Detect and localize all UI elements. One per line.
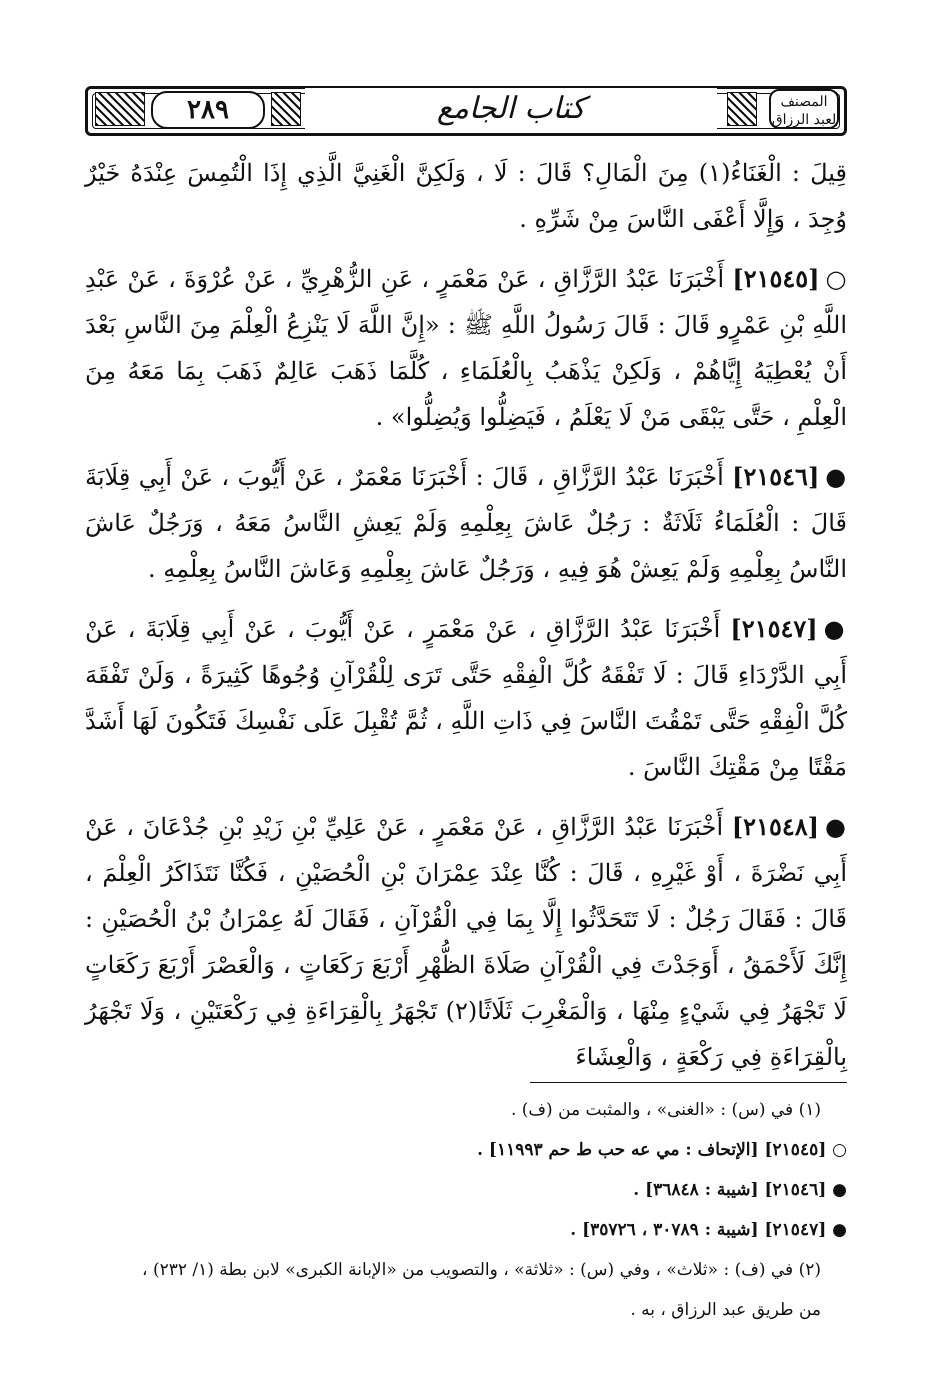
- hadith-marker: ●: [823, 614, 847, 643]
- page-number: ٢٨٩: [151, 91, 265, 129]
- paragraph-continuation: قِيلَ : الْغَنَاءُ(١) مِنَ الْمَالِ؟ قَالَ : لَا ، وَلَكِنَّ الْغَنِيَّ الَّذِي إِذَا الْتُمِسَ عِنْدَهُ خَيْرٌ وُجِدَ ، وَإِلَّا أَعْفَى النَّاسَ مِنْ شَرِّهِ .: [85, 159, 847, 233]
- hadith-number: [٢١٥٤٧]: [730, 614, 818, 643]
- footnote-21545: ○ [٢١٥٤٥] [الإتحاف : مي عه حب ط حم ١١٩٩٣] .: [477, 1140, 847, 1160]
- ornament-right-inner: [727, 92, 757, 126]
- footnote-separator: [530, 1082, 847, 1083]
- hadith-number: [٢١٥٤٨]: [731, 812, 819, 841]
- hadith-21548: [85, 804, 847, 1080]
- footnote-21547: ● [٢١٥٤٧] [شيبة : ٣٠٧٨٩ ، ٣٥٧٢٦] .: [570, 1220, 847, 1240]
- hadith-marker: ●: [825, 462, 847, 491]
- ornament-left: [95, 92, 145, 126]
- ornament-left-inner: [271, 92, 301, 126]
- main-text: [85, 150, 847, 1094]
- footnote-2-continued: من طريق عبد الرزاق ، به .: [630, 1300, 821, 1320]
- hadith-text: أَخْبَرَنَا عَبْدُ الرَّزَّاقِ ، عَنْ مَعْمَرٍ ، عَنْ عَلِيِّ بْنِ زَيْدِ بْنِ جُدْعَانَ ، عَنْ أَبِي نَضْرَةَ ، أَوْ غَيْرِهِ ، قَالَ : كُنَّا عِنْدَ عِمْرَانَ بْنِ الْحُصَيْنِ ، فَكُنَّا نَتَذَاكَرُ الْعِلْمَ ، قَالَ : فَقَالَ رَجُلٌ : لَا تَتَحَدَّثُوا إِلَّا بِمَا فِي الْقُرْآنِ ، فَقَالَ لَهُ عِمْرَانُ بْنُ الْحُصَيْنِ : إِنَّكَ لَأَحْمَقُ ، أَوَجَدْتَ فِي الْقُرْآنِ صَلَاةَ الظُّهْرِ أَرْبَعَ رَكَعَاتٍ ، وَالْعَصْرَ أَرْبَعَ رَكَعَاتٍ لَا تَجْهَرُ فِي شَيْءٍ مِنْهَا ، وَالْمَغْرِبَ ثَلَاثًا(٢) تَجْهَرُ بِالْقِرَاءَةِ فِي رَكْعَتَيْنِ ، وَلَا تَجْهَرُ بِالْقِرَاءَةِ فِي رَكْعَةٍ ، وَالْعِشَاءَ: [85, 813, 848, 1071]
- footnote-21546: ● [٢١٥٤٦] [شيبة : ٣٦٨٤٨] .: [633, 1180, 847, 1200]
- hadith-text: أَخْبَرَنَا عَبْدُ الرَّزَّاقِ ، عَنْ مَعْمَرٍ ، عَنِ الزُّهْرِيِّ ، عَنْ عُرْوَةَ ، عَنْ عَبْدِ اللَّهِ بْنِ عَمْرٍو قَالَ : قَالَ رَسُولُ اللَّهِ ﷺ : «إِنَّ اللَّهَ لَا يَنْزِعُ الْعِلْمَ مِنَ النَّاسِ بَعْدَ أَنْ يُعْطِيَهُ إِيَّاهُمْ ، وَلَكِنْ يَذْهَبُ بِالْعُلَمَاءِ ، كُلَّمَا ذَهَبَ عَالِمٌ ذَهَبَ بِمَا مَعَهُ مِنَ الْعِلْمِ ، حَتَّى يَبْقَى مَنْ لَا يَعْلَمُ ، فَيَضِلُّوا وَيُضِلُّوا» .: [85, 265, 848, 431]
- hadith-text: أَخْبَرَنَا عَبْدُ الرَّزَّاقِ ، عَنْ مَعْمَرٍ ، عَنْ أَيُّوبَ ، عَنْ أَبِي قِلَابَةَ ، عَنْ أَبِي الدَّرْدَاءِ قَالَ : لَا تَفْقَهُ كُلَّ الْفِقْهِ حَتَّى تَرَى لِلْقُرْآنِ وُجُوهًا كَثِيرَةً ، وَلَنْ تَفْقَهَ كُلَّ الْفِقْهِ حَتَّى تَمْقُتَ النَّاسَ فِي ذَاتِ اللَّهِ ، ثُمَّ تُقْبِلَ عَلَى نَفْسِكَ فَتَكُونَ لَهَا أَشَدَّ مَقْتًا مِنْ مَقْتِكَ النَّاسَ .: [85, 615, 847, 781]
- hadith-number: [٢١٥٤٥]: [732, 264, 820, 293]
- footnote-1: (١) في (س) : «الغنى» ، والمثبت من (ف) .: [510, 1100, 821, 1120]
- hadith-21547: [85, 606, 847, 790]
- footnote-2: (٢) في (ف) : «ثلاث» ، وفي (س) : «ثلاثة» ، والتصويب من «الإبانة الكبرى» لابن بطة (١/ ٢٣٢) ،: [142, 1260, 821, 1280]
- book-logo: المصنف لعبد الرزاق: [769, 89, 839, 129]
- hadith-marker: ●: [824, 812, 847, 841]
- hadith-21545: [85, 256, 847, 440]
- page-header: [85, 86, 847, 136]
- footnotes: [85, 1090, 847, 1330]
- hadith-number: [٢١٥٤٦]: [732, 462, 820, 491]
- book-title: كتاب الجامع: [305, 88, 717, 130]
- hadith-21546: [85, 454, 847, 592]
- hadith-text: أَخْبَرَنَا عَبْدُ الرَّزَّاقِ ، قَالَ : أَخْبَرَنَا مَعْمَرٌ ، عَنْ أَيُّوبَ ، عَنْ أَبِي قِلَابَةَ قَالَ : الْعُلَمَاءُ ثَلَاثَةٌ : رَجُلٌ عَاشَ بِعِلْمِهِ وَلَمْ يَعِشِ النَّاسُ مَعَهُ ، وَرَجُلٌ عَاشَ النَّاسُ بِعِلْمِهِ وَلَمْ يَعِشْ هُوَ فِيهِ ، وَرَجُلٌ عَاشَ بِعِلْمِهِ وَعَاشَ النَّاسُ بِعِلْمِهِ .: [85, 463, 847, 583]
- hadith-marker: ○: [825, 264, 847, 293]
